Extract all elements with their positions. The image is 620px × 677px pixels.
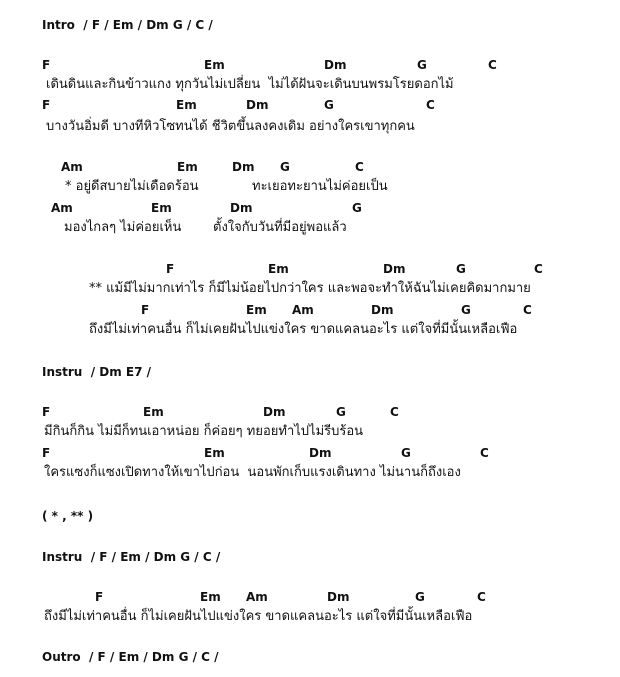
chord: C	[534, 262, 543, 276]
chord: F	[42, 98, 51, 112]
chord: Dm	[309, 446, 332, 460]
lyric-line: ถึงมีไม่เท่าคนอื่น ก็ไม่เคยฝันไปแข่งใคร ขาดแคลนอะไร แต่ใจที่มีนั้นเหลือเฟือ	[44, 609, 473, 624]
lyric-line: ทะเยอทะยานไม่ค่อยเป็น	[252, 179, 388, 194]
lyric-line: * อยู่ดีสบายไม่เดือดร้อน	[65, 179, 199, 194]
lyric-line: ** แม้มีไม่มากเท่าไร ก็มีไม่น้อยไปกว่าใคร และพอจะทำให้ฉันไม่เคยคิดมากมาย	[89, 281, 531, 296]
chord: Dm	[324, 58, 347, 72]
chord: Dm	[327, 590, 350, 604]
chord: G	[456, 262, 466, 276]
intro-line: Intro / F / Em / Dm G / C /	[42, 18, 213, 32]
chord: F	[42, 405, 51, 419]
chord: Am	[246, 590, 268, 604]
lyric-line: มีกินก็กิน ไม่มีก็ทนเอาหน่อย ก็ค่อยๆ ทยอยทำไปไม่รีบร้อน	[44, 424, 364, 439]
chord: Em	[246, 303, 267, 317]
lyric-line: ถึงมีไม่เท่าคนอื่น ก็ไม่เคยฝันไปแข่งใคร ขาดแคลนอะไร แต่ใจที่มีนั้นเหลือเฟือ	[89, 322, 518, 337]
chord: F	[95, 590, 104, 604]
chord: C	[477, 590, 486, 604]
chord: C	[426, 98, 435, 112]
chord: Dm	[383, 262, 406, 276]
instru-line: Instru / Dm E7 /	[42, 365, 152, 379]
chord: Em	[204, 446, 225, 460]
chord: G	[461, 303, 471, 317]
chord: Dm	[371, 303, 394, 317]
instru-line: Instru / F / Em / Dm G / C /	[42, 550, 221, 564]
chord: F	[141, 303, 150, 317]
repeat-marker: ( * , ** )	[42, 509, 94, 523]
chord: C	[390, 405, 399, 419]
chord: Dm	[246, 98, 269, 112]
lyric-line: มองไกลๆ ไม่ค่อยเห็น	[64, 220, 182, 235]
chord: Am	[292, 303, 314, 317]
chord: G	[324, 98, 334, 112]
chord: C	[480, 446, 489, 460]
chord: C	[355, 160, 364, 174]
chord: Em	[176, 98, 197, 112]
chord: F	[42, 58, 51, 72]
lyric-line: เดินดินและกินข้าวแกง ทุกวันไม่เปลี่ยน ไม่ได้ฝันจะเดินบนพรมโรยดอกไม้	[46, 77, 454, 92]
lyric-line: บางวันอิ่มดี บางทีหิวโซทนได้ ชีวิตขึ้นลงคงเดิม อย่างใครเขาทุกคน	[46, 119, 415, 134]
chord: Am	[61, 160, 83, 174]
chord: F	[166, 262, 175, 276]
chord: G	[415, 590, 425, 604]
chord: Dm	[263, 405, 286, 419]
chord: G	[352, 201, 362, 215]
chord: C	[488, 58, 497, 72]
lyric-line: ตั้งใจกับวันที่มีอยู่พอแล้ว	[213, 220, 347, 235]
chord: G	[417, 58, 427, 72]
chord: G	[280, 160, 290, 174]
chord: Dm	[230, 201, 253, 215]
chord: Am	[51, 201, 73, 215]
chord: Em	[143, 405, 164, 419]
outro-line: Outro / F / Em / Dm G / C /	[42, 650, 219, 664]
chord: G	[336, 405, 346, 419]
chord: F	[42, 446, 51, 460]
chord: Em	[204, 58, 225, 72]
chord: G	[401, 446, 411, 460]
lyric-line: ใครแซงก็แซงเปิดทางให้เขาไปก่อน นอนพักเก็บแรงเดินทาง ไม่นานก็ถึงเอง	[44, 465, 461, 480]
chord: Em	[200, 590, 221, 604]
chord: Em	[268, 262, 289, 276]
chord: Dm	[232, 160, 255, 174]
chord: Em	[177, 160, 198, 174]
chord: C	[523, 303, 532, 317]
chord: Em	[151, 201, 172, 215]
